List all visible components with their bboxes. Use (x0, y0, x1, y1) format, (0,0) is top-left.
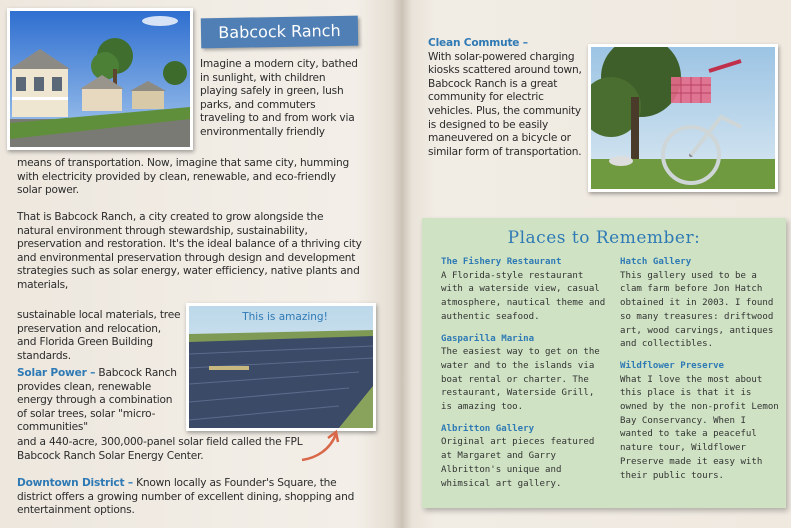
place-name: The Fishery Restaurant (441, 257, 562, 267)
place-description: This gallery used to be a clam farm before Jon Hatch obtained it in 2003. I found so many treasures: driftwood art, wood carvings, antiques and collectibles. (620, 270, 774, 350)
clean-commute-text: With solar-powered charging kiosks scattered around town, Babcock Ranch is a great community for electric vehicles. Plus, the community is designed to be easily maneuvered on a bicycle or similar form of transportation. (428, 50, 582, 158)
place-description: A Florida-style restaurant with a waterside view, casual atmosphere, nautical theme and authentic seafood. (441, 270, 606, 322)
place-name: Hatch Gallery (620, 257, 692, 267)
place-entry (620, 360, 782, 483)
place-description: Original art pieces featured at Margaret and Garry Albritton's unique and whimsical art gallery. (441, 437, 595, 489)
place-entry (441, 256, 609, 325)
bicycle-illustration (591, 47, 775, 189)
downtown-paragraph (17, 477, 357, 518)
clean-commute-heading: Clean Commute – (428, 37, 528, 49)
place-entry (441, 423, 609, 492)
clean-commute-paragraph (428, 37, 583, 159)
solar-power-paragraph (17, 367, 183, 435)
photo-caption: This is amazing! (242, 311, 328, 323)
place-name: Gasparilla Marina (441, 333, 535, 344)
places-title: Places to Remember: (507, 228, 701, 248)
places-to-remember-box (422, 218, 786, 508)
house-photo (7, 8, 193, 150)
places-column-right (620, 256, 782, 491)
place-entry (441, 333, 609, 415)
downtown-text: Known locally as Founder's Square, the district offers a growing number of excellent dining, shopping and entertainment options. (17, 477, 355, 517)
house-illustration (10, 11, 190, 147)
intro-continued: means of transportation. Now, imagine that same city, humming with electricity provided by clean, renewable, and eco-friendly solar power. (17, 157, 350, 197)
place-entry (620, 256, 782, 352)
solar-power-text: Babcock Ranch provides clean, renewable energy through a combination of solar trees, solar "micro-communities" (17, 367, 177, 434)
babcock-description: That is Babcock Ranch, a city created to grow alongside the natural environment through stewardship, sustainability, preservation and restoration. It's the ideal balance of a thriving city and environmental preservation through design and development strategies such as solar energy, water efficiency, native plants and materials, (17, 211, 362, 291)
babcock-description-cont: sustainable local materials, tree preservation and relocation, and Florida Green Building standards. (17, 309, 181, 362)
bicycle-photo (588, 44, 778, 192)
place-description: The easiest way to get on the water and to the islands via boat rental or charter. The restaurant, Waterside Grill, is amazing too. (441, 347, 600, 413)
places-column-left (441, 256, 609, 499)
intro-lead: Imagine a modern city, bathed in sunlight, with children playing safely in green, lush parks, and commuters traveling to and from work via environmentally friendly (200, 58, 358, 138)
place-name: Wildflower Preserve (620, 360, 725, 371)
place-description: What I love the most about this place is that it is owned by the non-profit Lemon Bay Conservancy. When I wanted to take a peaceful nature tour, Wildflower Preserve made it easy with their public tours. (620, 374, 779, 481)
place-name: Albritton Gallery (441, 423, 535, 434)
solar-power-heading: Solar Power – (17, 367, 96, 379)
page-gutter (392, 0, 412, 528)
page-title: Babcock Ranch (201, 16, 358, 49)
solar-power-text-cont: and a 440-acre, 300,000-panel solar field called the FPL Babcock Ranch Solar Energy Center. (17, 436, 303, 462)
downtown-heading: Downtown District – (17, 477, 133, 489)
solar-field-illustration (189, 306, 373, 428)
curved-arrow-icon (298, 428, 342, 464)
